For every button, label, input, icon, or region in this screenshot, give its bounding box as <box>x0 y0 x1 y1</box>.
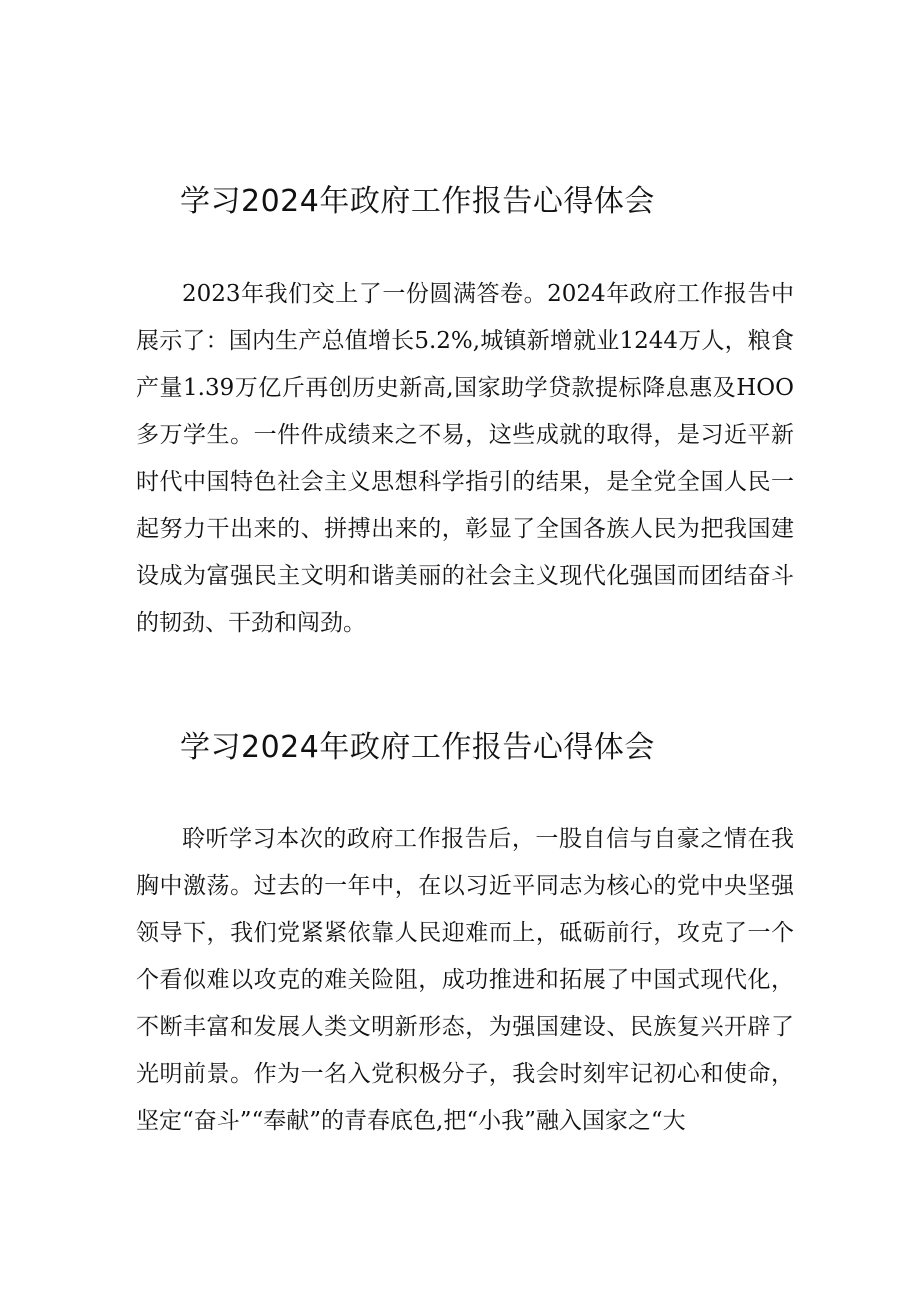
section-paragraph: 2023年我们交上了一份圆满答卷。2024年政府工作报告中展示了：国内生产总值增长5.2%,城镇新增就业1244万人，粮食产量1.39万亿斤再创历史新高,国家助学贷款提标降息惠及HOO多万学生。一件件成绩来之不易，这些成就的取得，是习近平新时代中国特色社会主义思想科学指引的结果，是全党全国人民一起努力干出来的、拼搏出来的，彰显了全国各族人民为把我国建设成为富强民主文明和谐美丽的社会主义现代化强国而团结奋斗的韧劲、干劲和闯劲。 <box>136 281 794 636</box>
section-heading: 学习2024年政府工作报告心得体会 <box>180 730 655 765</box>
section-heading: 学习2024年政府工作报告心得体会 <box>180 184 655 219</box>
section-paragraph: 聆听学习本次的政府工作报告后，一股自信与自豪之情在我胸中激荡。过去的一年中，在以习近平同志为核心的党中央坚强领导下，我们党紧紧依靠人民迎难而上，砥砺前行，攻克了一个个看似难以攻克的难关险阻，成功推进和拓展了中国式现代化，不断丰富和发展人类文明新形态，为强国建设、民族复兴开辟了光明前景。作为一名入党积极分子，我会时刻牢记初心和使命，坚定“奋斗”“奉献”的青春底色,把“小我”融入国家之“大 <box>136 826 794 1134</box>
